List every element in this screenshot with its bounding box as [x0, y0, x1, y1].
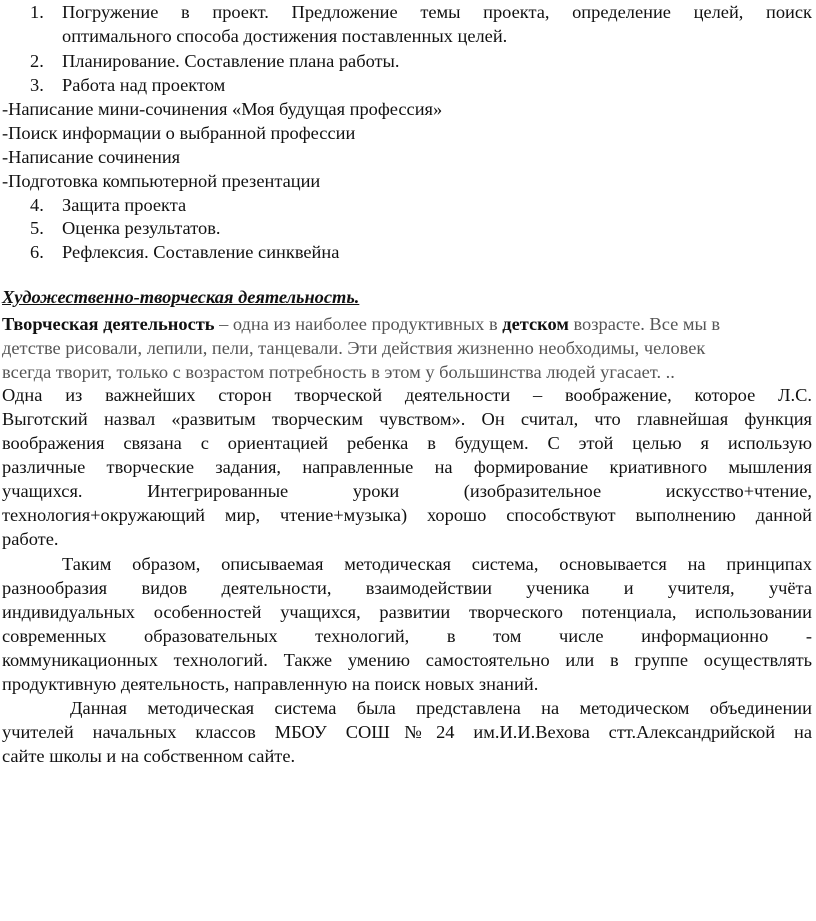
list-item-text: Оценка результатов. [62, 218, 221, 238]
paragraph-line: Данная методическая система была представлена на методическом объединении [70, 698, 812, 718]
dash-item: -Написание мини-сочинения «Моя будущая профессия» [2, 99, 443, 119]
list-number: 2. [30, 51, 44, 71]
list-item-text: Работа над проектом [62, 75, 226, 95]
dash-item: -Подготовка компьютерной презентации [2, 171, 321, 191]
paragraph-line: сайте школы и на собственном сайте. [2, 746, 296, 766]
list-item-text: Планирование. Составление плана работы. [62, 51, 400, 71]
paragraph-line: всегда творит, только с возрастом потребность в этом у большинства людей угасает. .. [2, 362, 675, 382]
list-number: 3. [30, 75, 44, 95]
dash-item: -Написание сочинения [2, 147, 181, 167]
section-heading: Художественно-творческая деятельность. [2, 287, 360, 307]
paragraph-line: Таким образом, описываемая методическая система, основывается на принципах [62, 554, 812, 574]
list-item-text: оптимального способа достижения поставленных целей. [62, 26, 508, 46]
paragraph-line: индивидуальных особенностей учащихся, развитии творческого потенциала, использовании [2, 602, 812, 622]
paragraph-line: продуктивную деятельность, направленную на поиск новых знаний. [2, 674, 539, 694]
list-number: 5. [30, 218, 44, 238]
paragraph-line: разнообразия видов деятельности, взаимодействии ученика и учителя, учёта [2, 578, 812, 598]
paragraph-line: технология+окружающий мир, чтение+музыка) хорошо способствуют выполнению данной [2, 505, 812, 525]
paragraph-line: учителей начальных классов МБОУ СОШ№24 им.И.И.Вехова стт.Александрийской на [2, 722, 812, 742]
paragraph-line: детстве рисовали, лепили, пели, танцевали. Эти действия жизненно необходимы, человек [2, 338, 706, 358]
paragraph-line: учащихся. Интегрированные уроки (изобразительное искусство+чтение, [2, 481, 812, 501]
bold-term: детском [502, 314, 569, 334]
paragraph-line [2, 312, 812, 336]
list-number: 4. [30, 195, 44, 215]
list-item-text: Защита проекта [62, 195, 187, 215]
bold-term: деятельность [103, 314, 215, 334]
list-item-text: Погружение в проект. Предложение темы проекта, определение целей, поиск [62, 2, 812, 22]
dash-item: -Поиск информации о выбранной профессии [2, 123, 356, 143]
list-item-text: Рефлексия. Составление синквейна [62, 242, 340, 262]
paragraph-text: – одна из наиболее продуктивных в [214, 314, 503, 334]
paragraph-line: коммуникационных технологий. Также умению самостоятельно или в группе осуществлять [2, 650, 812, 670]
list-number: 6. [30, 242, 44, 262]
bold-term: Творческая [2, 314, 99, 334]
paragraph-line: Выготский назвал «развитым творческим чувством». Он считал, что главнейшая функция [2, 409, 812, 429]
paragraph-line: современных образовательных технологий, в том числе информационно - [2, 626, 812, 646]
paragraph-text: возрасте. Все мы в [568, 314, 721, 334]
list-number: 1. [30, 2, 44, 22]
paragraph-line: работе. [2, 529, 59, 549]
paragraph-line: воображения связана с ориентацией ребенка в будущем. С этой целью я использую [2, 433, 812, 453]
paragraph-line: Одна из важнейших сторон творческой деятельности – воображение, которое Л.С. [2, 385, 812, 405]
paragraph-line: различные творческие задания, направленные на формирование криативного мышления [2, 457, 812, 477]
